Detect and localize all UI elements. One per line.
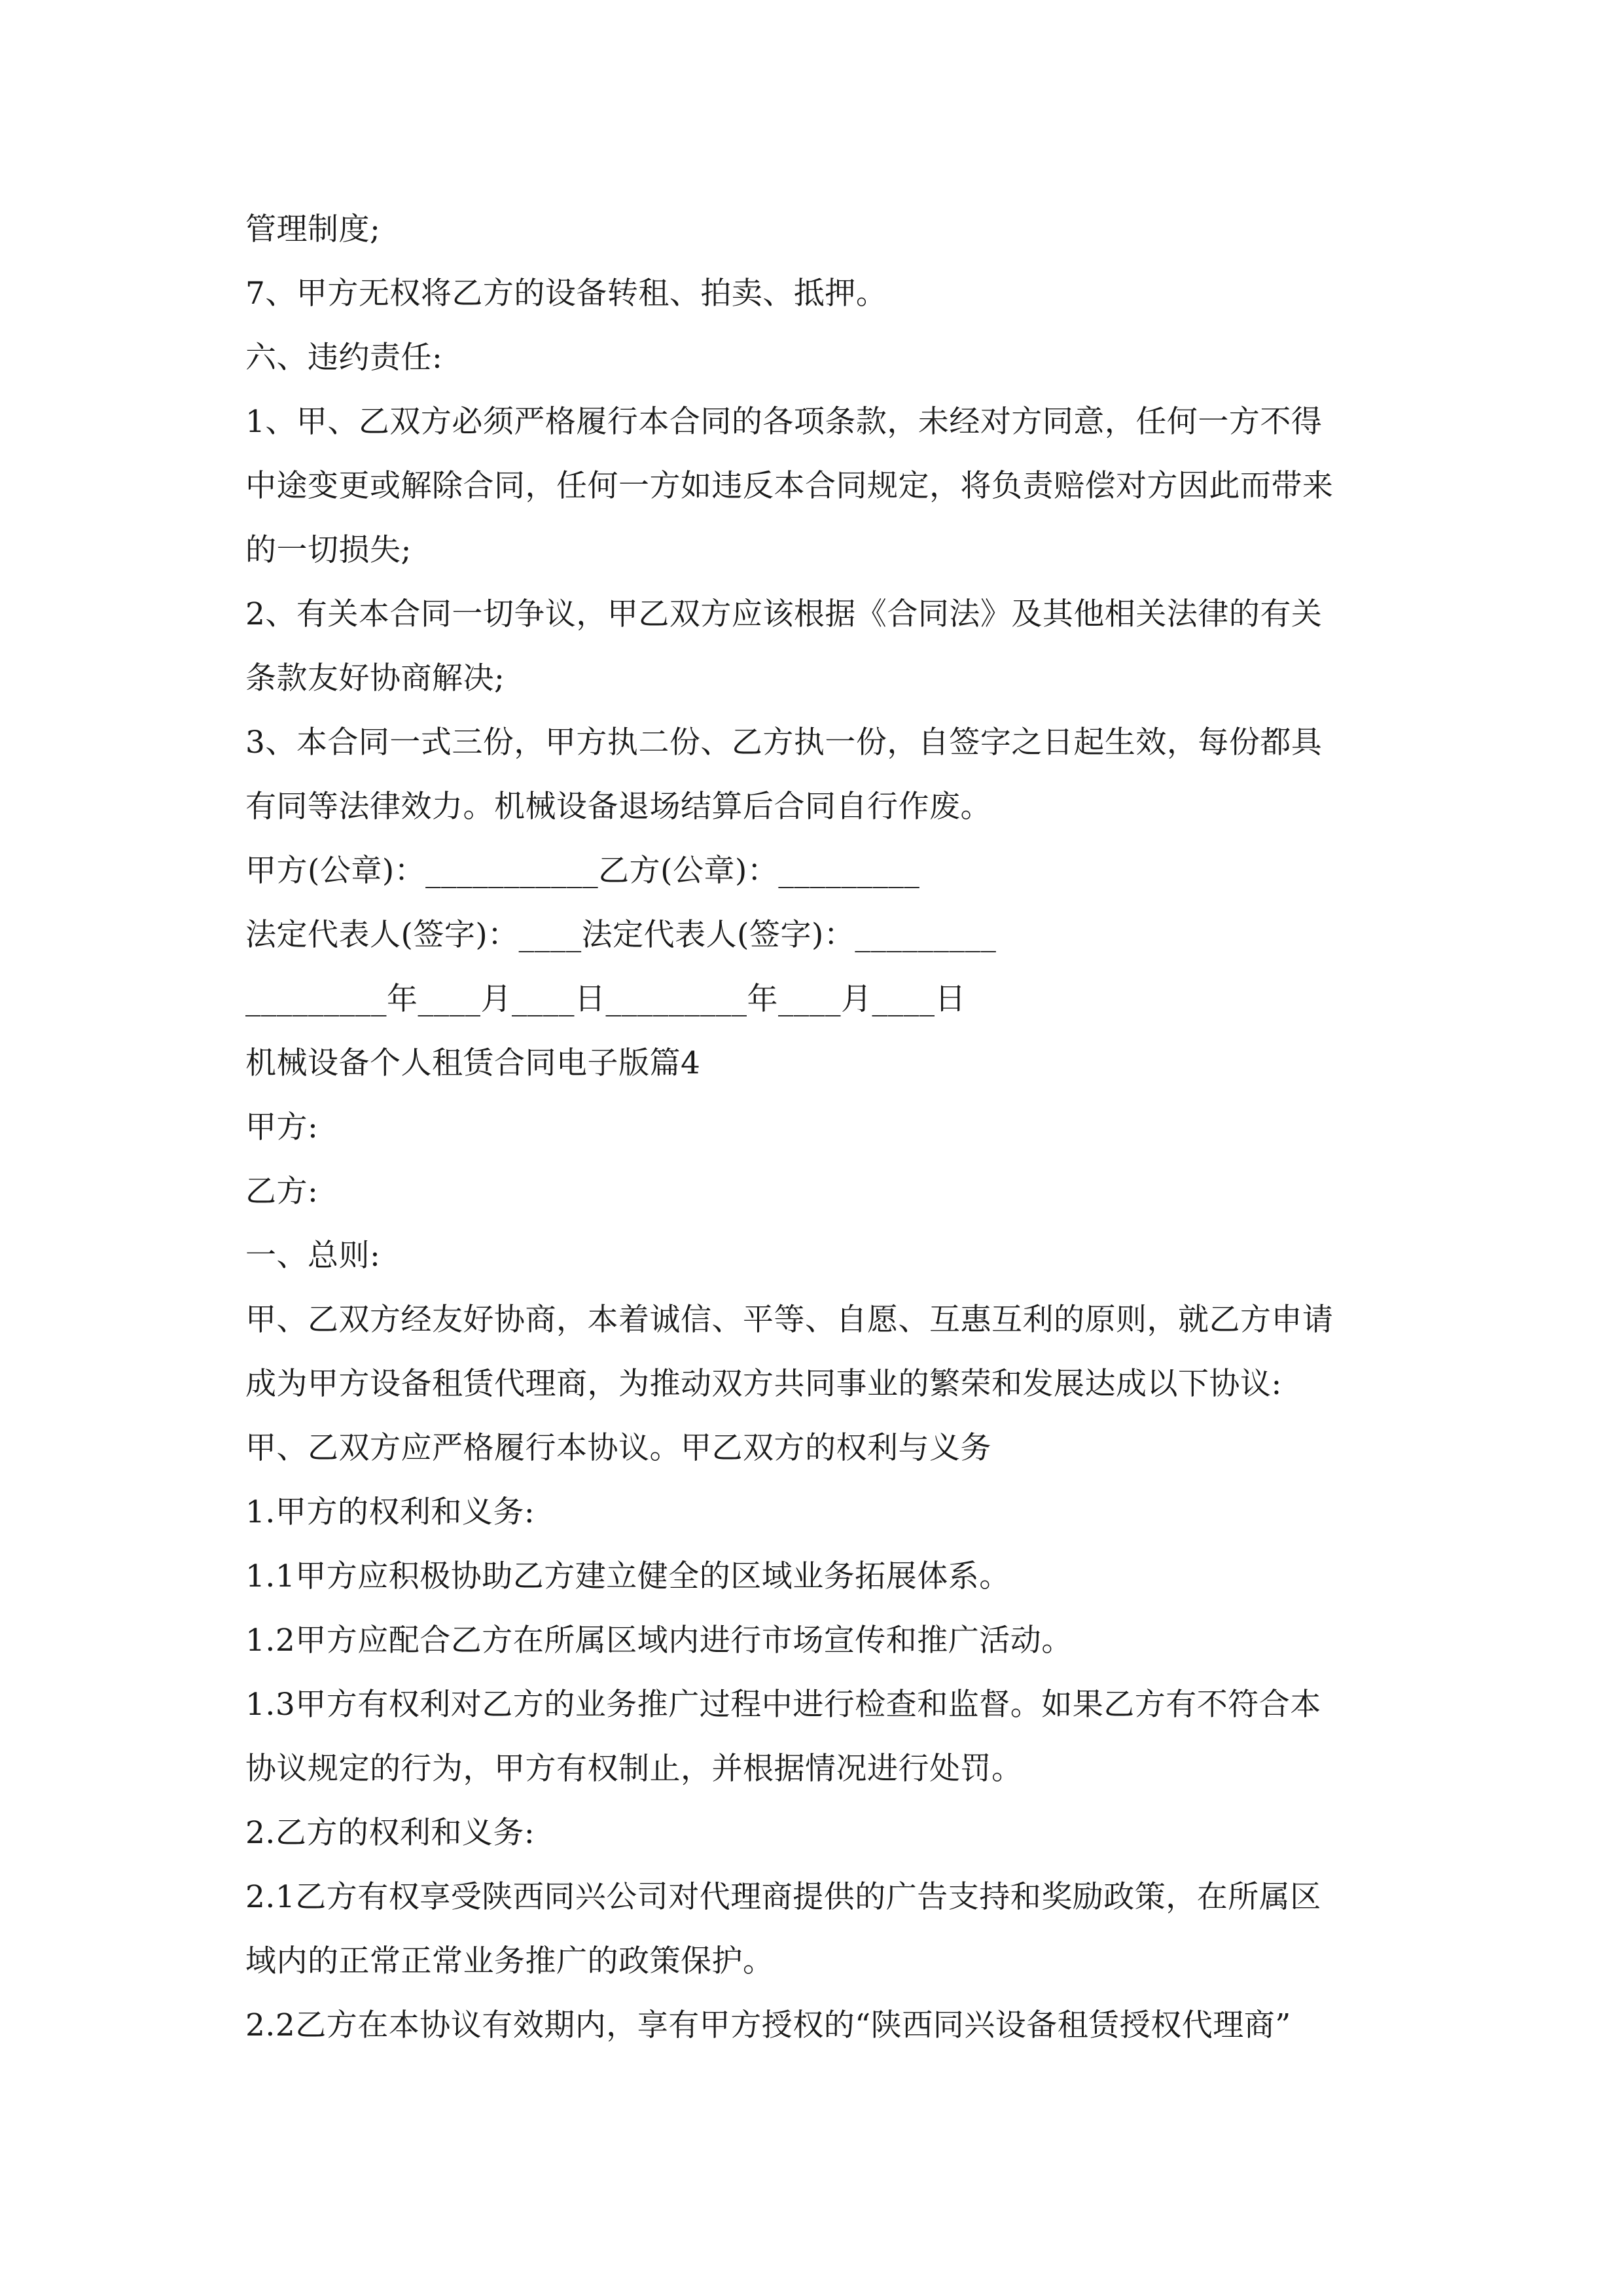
- article-title: 机械设备个人租赁合同电子版篇4: [245, 1045, 701, 1081]
- text-line: 3、本合同一式三份，甲方执二份、乙方执一份，自签字之日起生效，每份都具: [245, 725, 1323, 761]
- party-a-line: 甲方:: [245, 1109, 319, 1145]
- text-line: 有同等法律效力。机械设备退场结算后合同自行作废。: [245, 789, 991, 825]
- section-heading: 1.甲方的权利和义务:: [245, 1494, 535, 1530]
- section-heading: 一、总则:: [245, 1238, 381, 1274]
- section-heading: 2.乙方的权利和义务:: [245, 1815, 535, 1851]
- text-line: 甲、乙双方经友好协商，本着诚信、平等、自愿、互惠互利的原则，就乙方申请: [245, 1302, 1334, 1338]
- signature-line-seal: 甲方(公章)：___________乙方(公章)：_________: [245, 853, 920, 889]
- text-line: 中途变更或解除合同，任何一方如违反本合同规定，将负责赔偿对方因此而带来: [245, 468, 1334, 504]
- text-line: 2.1乙方有权享受陕西同兴公司对代理商提供的广告支持和奖励政策，在所属区: [245, 1879, 1321, 1915]
- text-line: 1、甲、乙双方必须严格履行本合同的各项条款，未经对方同意，任何一方不得: [245, 404, 1323, 440]
- text-line: 1.1甲方应积极协助乙方建立健全的区域业务拓展体系。: [245, 1558, 1010, 1594]
- party-b-line: 乙方:: [245, 1174, 319, 1210]
- text-line: 域内的正常正常业务推广的政策保护。: [245, 1943, 774, 1979]
- text-line: 2.2乙方在本协议有效期内，享有甲方授权的“陕西同兴设备租赁授权代理商”: [245, 2007, 1291, 2043]
- text-line: 成为甲方设备租赁代理商，为推动双方共同事业的繁荣和发展达成以下协议:: [245, 1366, 1282, 1402]
- text-line: 条款友好协商解决;: [245, 660, 505, 696]
- text-line: 协议规定的行为，甲方有权制止，并根据情况进行处罚。: [245, 1751, 1023, 1787]
- text-line: 2、有关本合同一切争议，甲乙双方应该根据《合同法》及其他相关法律的有关: [245, 596, 1323, 632]
- text-line: 管理制度;: [245, 211, 381, 247]
- text-line: 1.3甲方有权利对乙方的业务推广过程中进行检查和监督。如果乙方有不符合本: [245, 1687, 1321, 1723]
- text-line: 7、甲方无权将乙方的设备转租、拍卖、抵押。: [245, 276, 887, 312]
- document-body: [245, 198, 1387, 2058]
- signature-line-date: _________年____月____日_________年____月____日: [245, 981, 966, 1017]
- signature-line-representative: 法定代表人(签字)：____法定代表人(签字)：_________: [245, 917, 997, 953]
- text-line: 甲、乙双方应严格履行本协议。甲乙双方的权利与义务: [245, 1430, 991, 1466]
- text-line: 的一切损失;: [245, 532, 412, 568]
- section-heading: 六、违约责任:: [245, 340, 443, 376]
- text-line: 1.2甲方应配合乙方在所属区域内进行市场宣传和推广活动。: [245, 1623, 1073, 1659]
